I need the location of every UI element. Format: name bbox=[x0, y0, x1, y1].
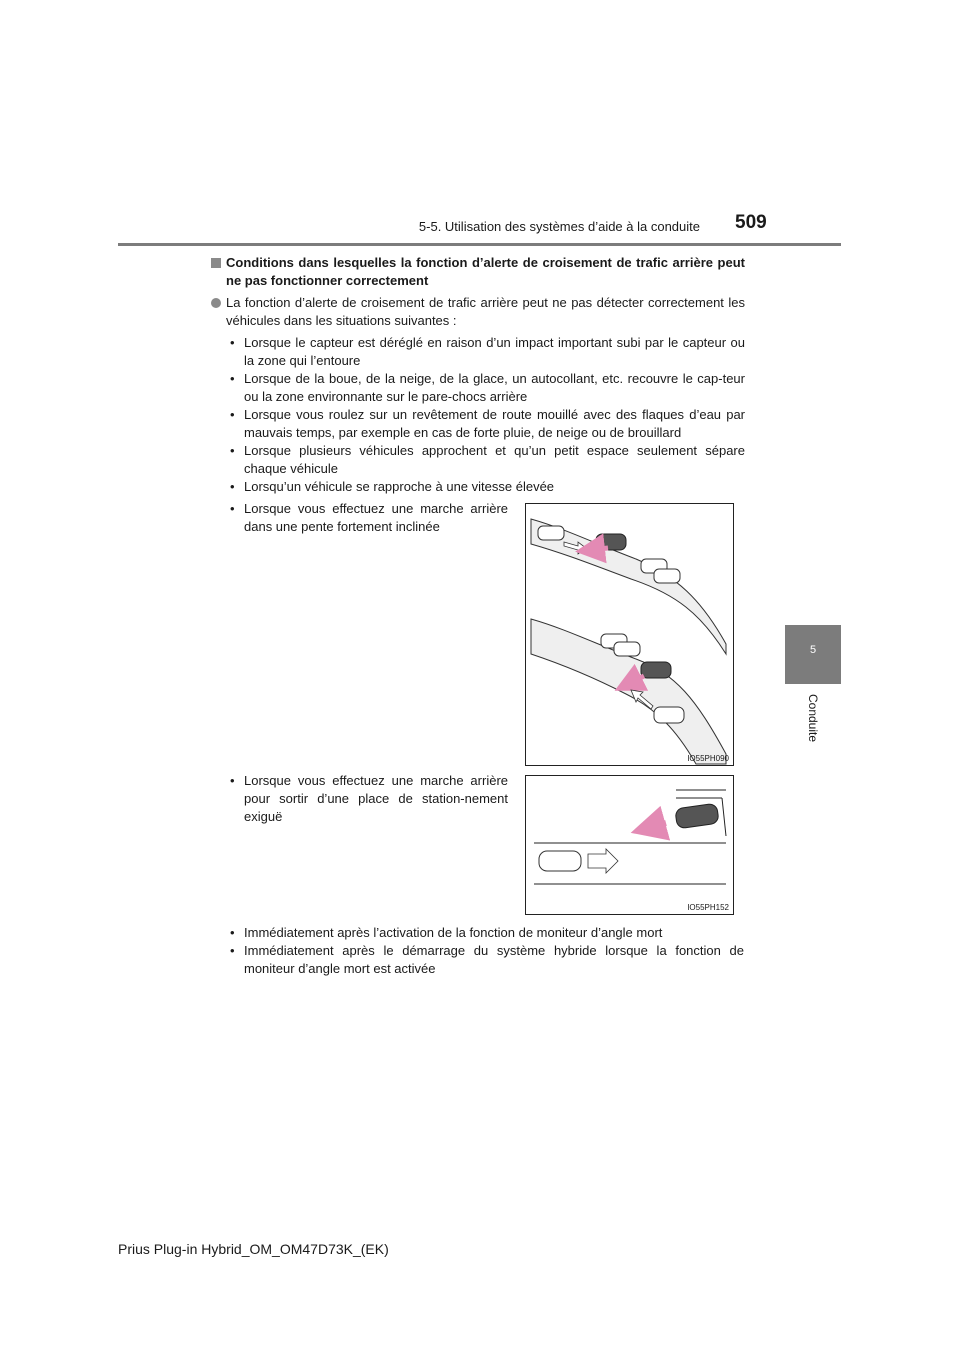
list-item: • Lorsque de la boue, de la neige, de la glace, un autocollant, etc. recouvre le cap-teur ou la zone environnante sur le pare-chocs arrière bbox=[226, 370, 745, 406]
list-item: • Immédiatement après le démarrage du système hybride lorsque la fonction de moniteur d’angle mort est activée bbox=[226, 942, 744, 978]
chapter-number: 5 bbox=[809, 644, 817, 656]
list-item: • Lorsqu’un véhicule se rapproche à une vitesse élevée bbox=[226, 478, 745, 496]
page-number: 509 bbox=[735, 212, 767, 233]
parking-line bbox=[722, 798, 726, 836]
header-rule bbox=[118, 243, 841, 246]
condition-list bbox=[211, 334, 745, 496]
circle-item-text: La fonction d’alerte de croisement de trafic arrière peut ne pas détecter correctement les véhicules dans les situations suivantes : bbox=[226, 295, 745, 328]
section-heading-text: Conditions dans lesquelles la fonction d’alerte de croisement de trafic arrière peut ne pas fonctionner correctement bbox=[226, 255, 745, 288]
car-icon bbox=[538, 526, 564, 540]
chapter-title: Conduite bbox=[806, 693, 820, 743]
list-item: • Lorsque plusieurs véhicules approchent et qu’un petit espace seulement sépare chaque véhicule bbox=[226, 442, 745, 478]
square-bullet-icon bbox=[211, 258, 221, 268]
list-item: • Immédiatement après l’activation de la fonction de moniteur d’angle mort bbox=[226, 924, 744, 942]
car-icon bbox=[654, 569, 680, 583]
outline-arrow-icon bbox=[588, 849, 618, 873]
list-item: • Lorsque le capteur est déréglé en raison d’un impact important subi par le capteur ou la zone qui l’entoure bbox=[226, 334, 745, 370]
figure-caption-slope: • Lorsque vous effectuez une marche arrière dans une pente fortement inclinée bbox=[226, 500, 508, 536]
pink-arrow-icon bbox=[648, 823, 666, 828]
running-header: 5-5. Utilisation des systèmes d’aide à la conduite bbox=[418, 219, 700, 234]
figure-caption-text: Lorsque vous effectuez une marche arrière pour sortir d’une place de station-nement exiguë bbox=[244, 773, 508, 824]
circle-bullet-icon bbox=[211, 298, 221, 308]
figure-caption-text: Lorsque vous effectuez une marche arrière dans une pente fortement inclinée bbox=[244, 501, 508, 534]
pink-arrow-icon bbox=[590, 548, 608, 550]
circle-item bbox=[211, 294, 745, 330]
figure-code: IO55PH152 bbox=[687, 903, 729, 912]
chapter-title-vertical bbox=[770, 690, 856, 750]
car-icon bbox=[654, 707, 684, 723]
section-heading bbox=[211, 254, 745, 290]
figure-parking bbox=[525, 775, 734, 915]
slope-illustration bbox=[526, 504, 733, 765]
document-footer: Prius Plug-in Hybrid_OM_OM47D73K_(EK) bbox=[118, 1241, 389, 1257]
car-icon bbox=[675, 803, 719, 829]
car-icon bbox=[614, 642, 640, 656]
car-icon bbox=[539, 851, 581, 871]
chapter-tab bbox=[785, 625, 841, 684]
figure-slope bbox=[525, 503, 734, 766]
figure-code: IO55PH090 bbox=[687, 754, 729, 763]
list-item: • Lorsque vous roulez sur un revêtement de route mouillé avec des flaques d’eau par mauvais temps, par exemple en cas de forte pluie, de neige ou de brouillard bbox=[226, 406, 745, 442]
car-icon bbox=[641, 662, 671, 678]
figure-caption-parking: • Lorsque vous effectuez une marche arrière pour sortir d’une place de station-nement exiguë bbox=[226, 772, 508, 826]
bottom-list bbox=[226, 924, 744, 978]
main-content bbox=[211, 254, 745, 496]
road-lower bbox=[531, 619, 726, 764]
parking-illustration bbox=[526, 776, 733, 914]
